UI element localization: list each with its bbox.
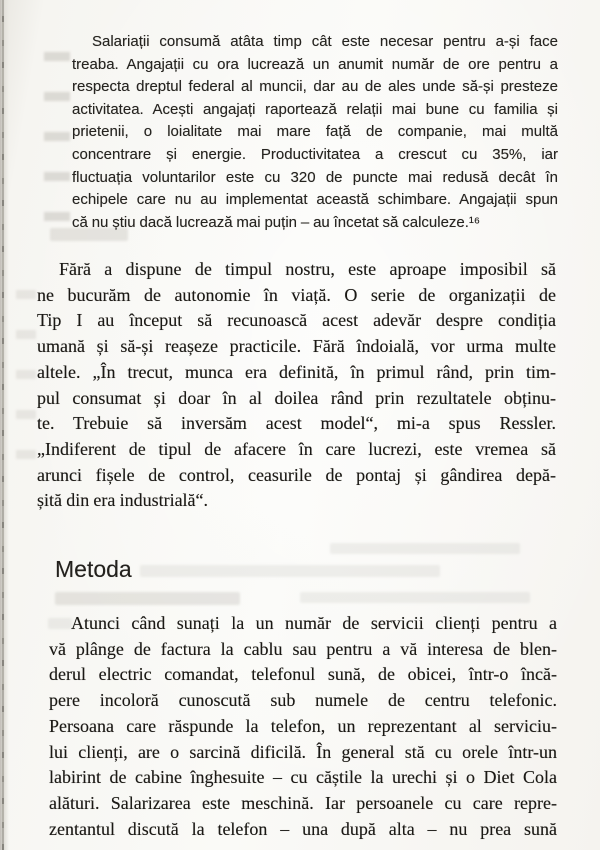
text-line: umană și să-și reașeze practicile. Fără îndoială, vor urma multe [37,336,556,357]
ink-bleedthrough [16,290,36,470]
text-line: pere incoloră cunoscută sub numele de centru telefonic. [49,690,557,711]
text-line: te. Trebuie să inversăm acest model“, mi-a spus Ressler. [37,413,556,434]
text-line: activitatea. Acești angajați raportează relații mai bune cu familia și [72,100,558,118]
text-line: treaba. Angajații cu ora lucrează un anumit număr de ore pentru a [72,55,558,73]
text-line: șită din era industrială“. [37,490,209,511]
section-heading: Metoda [55,556,132,582]
text-line: ne bucurăm de autonomie în viață. O serie de organizații de [37,284,556,305]
ink-bleedthrough [55,592,240,605]
ink-bleedthrough [140,565,440,577]
body-paragraph [37,257,556,514]
text-line: derul electric comandat, telefonul sună, de obicei, într-o încă- [49,664,557,685]
text-line: prietenii, o loialitate mai mare față de companie, mai multă [72,123,558,141]
ink-bleedthrough [300,592,530,603]
page-edge-line [2,0,4,850]
text-line: echipele care nu au implementat această schimbare. Angajații spun [72,191,558,209]
text-line: pul consumat și doar în al doilea rând prin rezultatele obținu- [37,387,556,408]
text-line: Salariații consumă atâta timp cât este necesar pentru a-și face [92,33,558,50]
text-line: fluctuația voluntarilor este cu 320 de puncte mai redusă decât în [72,168,558,186]
body-paragraph [49,611,557,842]
ink-bleedthrough [44,52,70,227]
text-line: că nu știu dacă lucrează mai puțin – au încetat să calculeze.¹⁶ [72,213,481,231]
ink-bleedthrough [330,543,520,554]
text-line: lui clienți, are o sarcină dificilă. În general stă cu orele într-un [49,741,557,762]
text-line: Tip I au început să recunoască acest adevăr despre condiția [37,310,556,331]
text-line: labirint de cabine înghesuite – cu căștile la urechi și o Diet Cola [49,767,557,788]
text-line: „Indiferent de tipul de afacere în care lucrezi, este vremea să [37,438,556,459]
text-line: Fără a dispune de timpul nostru, este aproape imposibil să [59,259,556,279]
text-line: vă plânge de factura la cablu sau pentru a vă interesa de blen- [49,638,557,659]
quoted-excerpt [72,31,558,234]
text-line: altele. „În trecut, munca era definită, în primul rând, prin tim- [37,361,556,382]
text-line: Persoana care răspunde la telefon, un reprezentant al serviciu- [49,715,557,736]
text-line: arunci fișele de control, ceasurile de pontaj și gândirea depă- [37,464,556,485]
text-line: Atunci când sunați la un număr de servicii clienți pentru a [71,613,557,633]
text-line: zentantul discută la telefon – una după alta – nu prea sună [49,818,557,839]
text-line: respecta dreptul federal al muncii, dar au de ales unde să-și presteze [72,78,558,96]
text-line: concentrare și energie. Productivitatea a crescut cu 35%, iar [72,145,558,163]
text-line: alături. Salarizarea este meschină. Iar persoanele cu care repre- [49,792,557,813]
